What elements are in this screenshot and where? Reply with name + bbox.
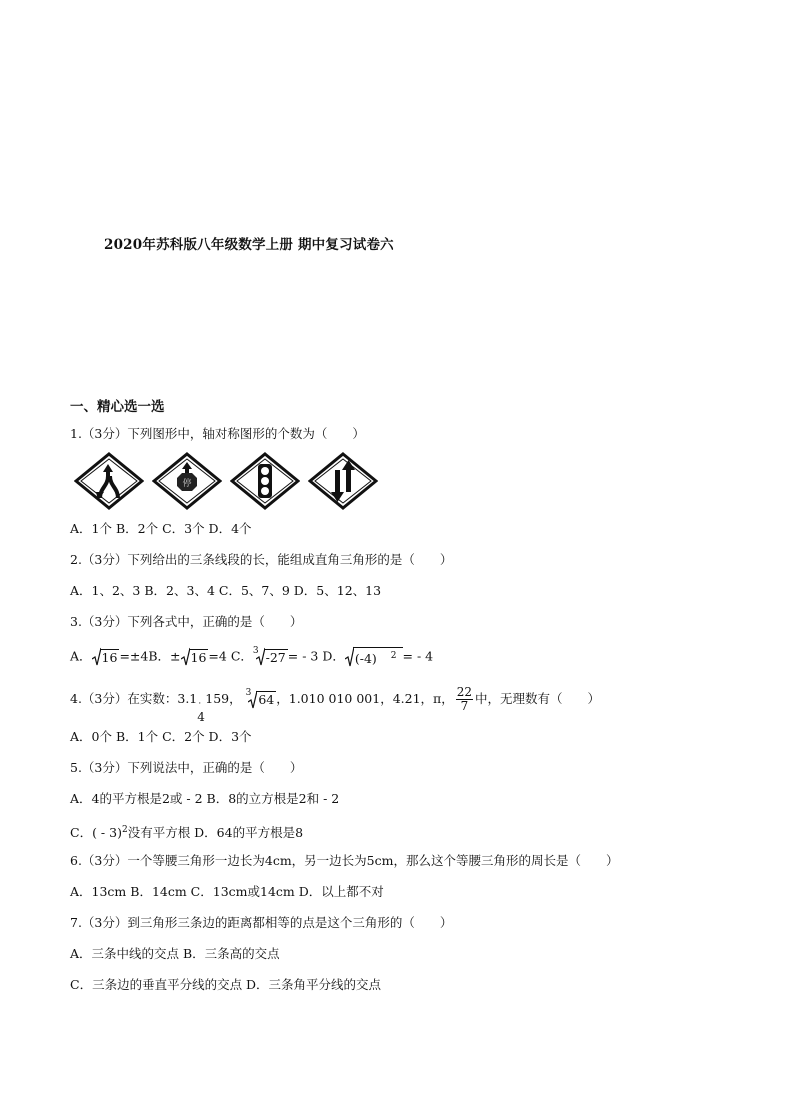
q3-d-exponent: 2 xyxy=(390,650,397,661)
q3-d-radicand: (-4) xyxy=(354,651,377,667)
stop-sign-text: 停 xyxy=(182,479,192,489)
q4-stem: 4.（3分）在实数：3.1 ˙ 4 159， $^3$ 64 ，1.010 010 001，4.21，π， $\frac{22}{7}$ 中，无理数有（ ） xyxy=(70,685,601,724)
q3-b-label: B．± xyxy=(148,648,181,664)
sign-two-way-arrows-icon xyxy=(308,452,378,510)
sqrt-sign-icon xyxy=(92,647,120,667)
q3-a-rest: =±4 xyxy=(119,648,149,664)
q3-b-radicand: 16 xyxy=(190,649,207,665)
q4-frac-num: 22 xyxy=(456,685,473,699)
q3-c-radicand: -27 xyxy=(265,649,286,665)
q5-options-cd xyxy=(70,821,303,842)
q3-a-radicand: 16 xyxy=(101,649,118,665)
q6-options: A．13cm B．14cm C．13cm或14cm D．以上都不对 xyxy=(70,884,384,899)
sign-stop-icon xyxy=(152,452,222,510)
q4-frac-den: 7 xyxy=(460,699,469,713)
q4-repeat-digit: 4 xyxy=(197,710,205,724)
q1-stem: 1.（3分）下列图形中，轴对称图形的个数为（ ） xyxy=(70,426,365,441)
q4-radicand: 64 xyxy=(258,692,275,707)
q5-stem: 5.（3分）下列说法中，正确的是（ ） xyxy=(70,760,303,775)
q4-options: A．0个 B．1个 C．2个 D．3个 xyxy=(70,729,252,744)
q1-signs xyxy=(74,452,380,512)
q7-options-cd: C．三条边的垂直平分线的交点 D．三条角平分线的交点 xyxy=(70,977,382,992)
q4-digits: 159， xyxy=(205,691,242,706)
q3-stem: 3.（3分）下列各式中，正确的是（ ） xyxy=(70,614,303,629)
sign-traffic-light-icon xyxy=(230,452,300,510)
q4-suffix: 中，无理数有（ ） xyxy=(475,691,601,706)
q2-stem: 2.（3分）下列给出的三条线段的长，能组成直角三角形的是（ ） xyxy=(70,552,453,567)
q4-root-index: 3 xyxy=(245,688,252,698)
q5-c-post: 没有平方根 D．64的平方根是8 xyxy=(127,825,304,841)
q4-fraction xyxy=(456,686,473,713)
sqrt-sign-icon xyxy=(345,646,403,668)
sqrt-sign-icon xyxy=(181,647,209,667)
q5-c-pre: C．( - 3) xyxy=(70,825,122,841)
q3-c-root-index: 3 xyxy=(252,645,259,656)
q5-c-exp: 2 xyxy=(121,825,128,835)
sign-road-split-icon xyxy=(74,452,144,510)
q3-a-label: A． xyxy=(70,648,92,664)
q3-b-rest: =4 C． xyxy=(208,648,253,664)
cbrt-sign-icon xyxy=(256,647,288,667)
page-title: 2020年苏科版八年级数学上册 期中复习试卷六 xyxy=(104,237,394,253)
q3-d-rest: = - 4 xyxy=(402,648,434,664)
q7-options-ab: A．三条中线的交点 B．三条高的交点 xyxy=(70,946,280,961)
cbrt-sign-icon xyxy=(245,688,276,710)
q6-stem: 6.（3分）一个等腰三角形一边长为4cm，另一边长为5cm，那么这个等腰三角形的周长是（ ） xyxy=(70,853,619,868)
q4-middle: ，1.010 010 001，4.21，π， xyxy=(276,691,454,706)
q5-options-ab: A．4的平方根是2或 - 2 B．8的立方根是2和 - 2 xyxy=(70,791,340,806)
section-heading: 一、精心选一选 xyxy=(70,399,165,415)
q1-options: A．1个 B．2个 C．3个 D．4个 xyxy=(70,521,252,536)
q4-prefix: 4.（3分）在实数：3.1 xyxy=(70,691,198,706)
q7-stem: 7.（3分）到三角形三条边的距离都相等的点是这个三角形的（ ） xyxy=(70,915,453,930)
q2-options: A．1、2、3 B．2、3、4 C．5、7、9 D．5、12、13 xyxy=(70,583,382,598)
q3-c-rest: = - 3 D． xyxy=(287,648,345,664)
q3-options xyxy=(70,646,433,668)
